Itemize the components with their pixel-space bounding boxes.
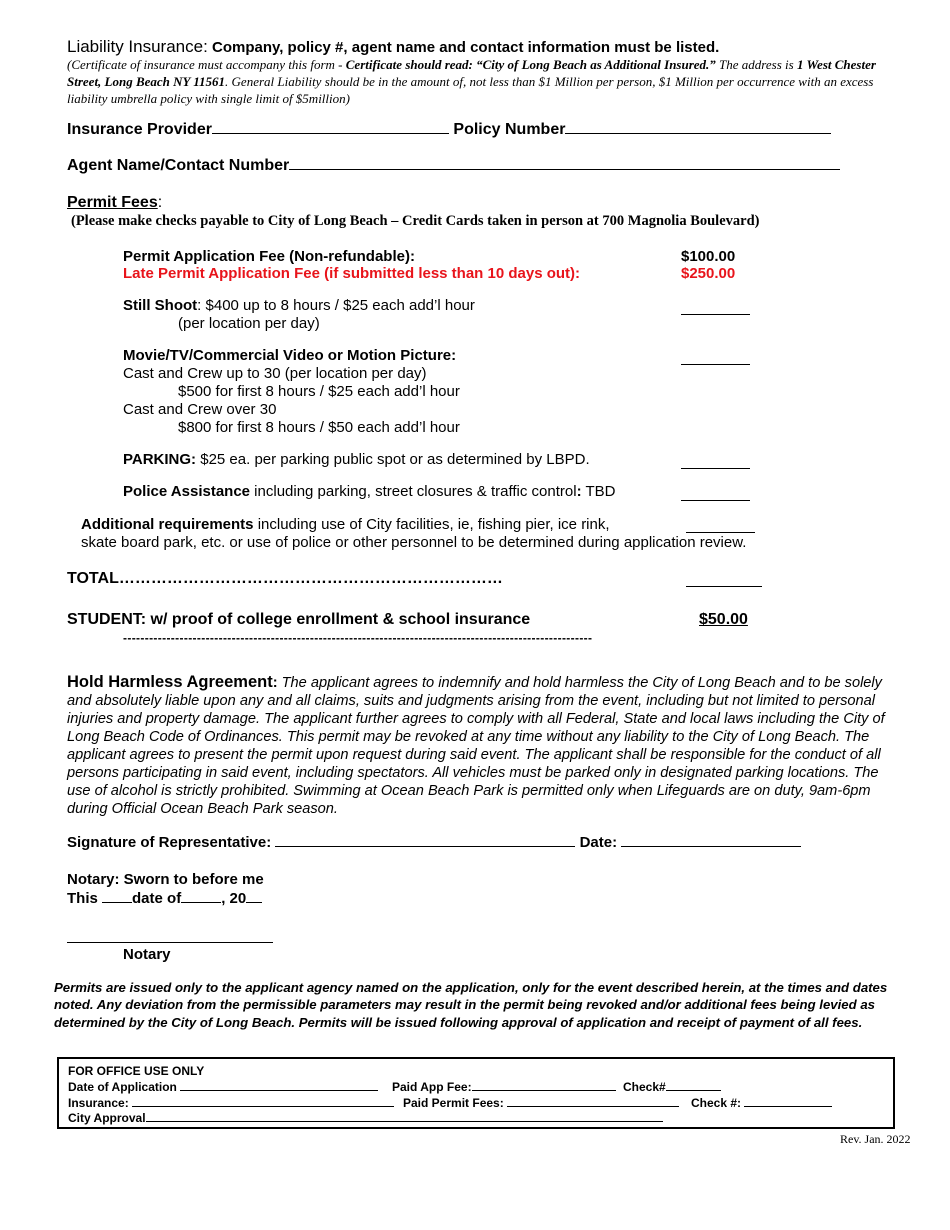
hold-harmless-colon: : <box>272 675 278 691</box>
insurance-heading-rest: Company, policy #, agent name and contact information must be listed. <box>207 39 720 56</box>
agent-label: Agent Name/Contact Number <box>67 157 290 174</box>
insurance-note-part5: . General Liability should be in the amount of, not less than $1 Million per person, $1 Million per occurrence with an excess liability umbrella policy with single limit of $5million) <box>67 74 874 106</box>
insurance-note-address: 1 West Chester Street, Long Beach NY 11561 <box>67 57 876 89</box>
office-row2 <box>68 1095 394 1110</box>
signature-date-field[interactable] <box>621 833 801 847</box>
still-shoot-sub: (per location per day) <box>178 315 320 332</box>
notary-month-field[interactable] <box>181 889 221 903</box>
police-label: Police Assistance <box>123 483 251 500</box>
additional-line1 <box>81 516 610 533</box>
policy-number-field[interactable] <box>565 120 831 134</box>
insurance-note-part3: The address is <box>715 57 797 72</box>
still-shoot-label: Still Shoot <box>123 297 198 314</box>
agent-row <box>67 156 840 175</box>
parking-amount-field[interactable] <box>681 455 750 469</box>
police-colon: : <box>576 483 582 500</box>
signature-label: Signature of Representative: <box>67 834 272 851</box>
additional-line2: skate board park, etc. or use of police or other personnel to be determined during application review. <box>81 534 747 551</box>
office-heading: FOR OFFICE USE ONLY <box>68 1064 205 1078</box>
late-fee-label: Late Permit Application Fee (if submitted less than 10 days out): <box>123 265 581 282</box>
office-paid-app-label: Paid App Fee: <box>392 1080 472 1094</box>
still-shoot-line <box>123 297 475 314</box>
office-paid-app <box>392 1079 616 1094</box>
notary-line1: Notary: Sworn to before me <box>67 871 264 888</box>
office-paid-permit-field[interactable] <box>507 1095 679 1107</box>
notary-this: This <box>67 890 103 907</box>
office-paid-permit <box>403 1095 679 1110</box>
office-insurance-label: Insurance: <box>68 1096 129 1110</box>
insurance-heading-line <box>67 37 719 57</box>
police-line <box>123 483 615 500</box>
parking-text: $25 ea. per parking public spot or as determined by LBPD. <box>196 451 590 468</box>
notary-day-field[interactable] <box>102 889 132 903</box>
office-check1-label: Check# <box>623 1080 666 1094</box>
movie-line3: Cast and Crew over 30 <box>123 401 277 418</box>
payment-note: (Please make checks payable to City of Long Beach – Credit Cards taken in person at 700 Magnolia Boulevard) <box>71 213 760 229</box>
student-text: w/ proof of college enrollment & school insurance <box>146 611 531 628</box>
movie-amount-field[interactable] <box>681 351 750 365</box>
office-check2-label: Check #: <box>691 1096 742 1110</box>
notary-signature-field[interactable] <box>67 929 273 943</box>
agent-field[interactable] <box>289 156 840 170</box>
total-label: TOTAL……………………………………………………………… <box>67 570 503 587</box>
signature-field[interactable] <box>275 833 575 847</box>
office-check2 <box>691 1095 832 1110</box>
insurance-provider-row <box>67 120 831 139</box>
insurance-note-certificate: Certificate should read: “City of Long Beach as Additional Insured.” <box>345 57 716 72</box>
office-paid-permit-label: Paid Permit Fees: <box>403 1096 504 1110</box>
permit-fees-title: Permit Fees <box>67 194 158 211</box>
student-label: STUDENT: <box>67 611 147 628</box>
app-fee-label: Permit Application Fee (Non-refundable): <box>123 248 415 265</box>
office-row1 <box>68 1079 378 1094</box>
movie-line1: Cast and Crew up to 30 (per location per day) <box>123 365 427 382</box>
student-amount: $50.00 <box>699 611 748 628</box>
total-amount-field[interactable] <box>686 573 762 587</box>
insurance-provider-field[interactable] <box>212 120 449 134</box>
movie-line2: $500 for first 8 hours / $25 each add’l hour <box>178 383 460 400</box>
movie-line4: $800 for first 8 hours / $50 each add’l hour <box>178 419 460 436</box>
permit-fees-colon: : <box>157 194 163 211</box>
insurance-note <box>67 56 907 107</box>
office-check1 <box>623 1079 721 1094</box>
police-amount-field[interactable] <box>681 487 750 501</box>
hold-harmless-heading: Hold Harmless Agreement <box>67 673 273 691</box>
police-tbd: TBD <box>581 483 616 500</box>
insurance-note-part1: (Certificate of insurance must accompany this form - <box>67 57 346 72</box>
office-date-app-field[interactable] <box>180 1079 378 1091</box>
notary-line2 <box>67 889 262 907</box>
revision-note: Rev. Jan. 2022 <box>840 1132 911 1146</box>
parking-line <box>123 451 590 468</box>
notary-label: Notary <box>123 946 171 963</box>
movie-label: Movie/TV/Commercial Video or Motion Picture: <box>123 347 457 364</box>
still-shoot-text: : $400 up to 8 hours / $25 each add’l hour <box>197 297 475 314</box>
insurance-provider-label: Insurance Provider <box>67 121 212 138</box>
office-row3 <box>68 1110 663 1125</box>
parking-label: PARKING: <box>123 451 197 468</box>
office-check1-field[interactable] <box>666 1079 721 1091</box>
office-paid-app-field[interactable] <box>472 1079 616 1091</box>
notary-year-field[interactable] <box>246 889 262 903</box>
office-city-approval-field[interactable] <box>146 1110 663 1122</box>
additional-label: Additional requirements <box>81 516 254 533</box>
signature-row <box>67 833 801 851</box>
police-text: including parking, street closures & traffic control <box>250 483 577 500</box>
app-fee-amount: $100.00 <box>681 248 736 265</box>
hold-harmless-text: The applicant agrees to indemnify and hold harmless the City of Long Beach and to be solely and absolutely liable upon any and all claims, suits and judgments arising from the event, including but not limited to personal injuries and property damage. The applicant further agrees to comply with all Federal, State and local laws including the City of Long Beach Code of Ordinances. This permit may be revoked at any time without any liability to the City of Long Beach. The applicant agrees to present the permit upon request during said event. The applicant shall be responsible for the conduct of all persons participating in said event, including spectators. All vehicles must be parked only in designated parking locations. The use of alcohol is strictly prohibited. Swimming at Ocean Beach Park is permitted only when Lifeguards are on duty, 9am-6pm during Official Ocean Beach Park season. <box>67 675 885 817</box>
signature-date-label: Date: <box>579 834 618 851</box>
notary-date-of: date of <box>132 890 182 907</box>
additional-amount-field[interactable] <box>686 519 755 533</box>
office-insurance-field[interactable] <box>132 1095 394 1107</box>
office-city-approval-label: City Approval <box>68 1111 146 1125</box>
dashed-divider: ------------------------------------------------------------------------------------------------------------ <box>123 631 593 645</box>
permit-note: Permits are issued only to the applicant agency named on the application, only for the event described herein, at the times and dates noted. Any deviation from the permissible parameters may result in the permit being revoked and/or additional fees being levied as determined by the City of Long Beach. Permits will be issued following approval of application and receipt of payment of all fees. <box>54 980 888 1030</box>
insurance-heading: Liability Insurance: <box>67 37 208 56</box>
policy-number-label: Policy Number <box>453 121 566 138</box>
office-check2-field[interactable] <box>744 1095 832 1107</box>
permit-fees-heading <box>67 194 162 212</box>
still-shoot-amount-field[interactable] <box>681 301 750 315</box>
late-fee-amount: $250.00 <box>681 265 736 282</box>
hold-harmless <box>67 673 897 818</box>
additional-text: including use of City facilities, ie, fishing pier, ice rink, <box>253 516 610 533</box>
student-line <box>67 611 530 629</box>
office-date-app-label: Date of Application <box>68 1080 177 1094</box>
notary-year-prefix: , 20 <box>221 890 247 907</box>
